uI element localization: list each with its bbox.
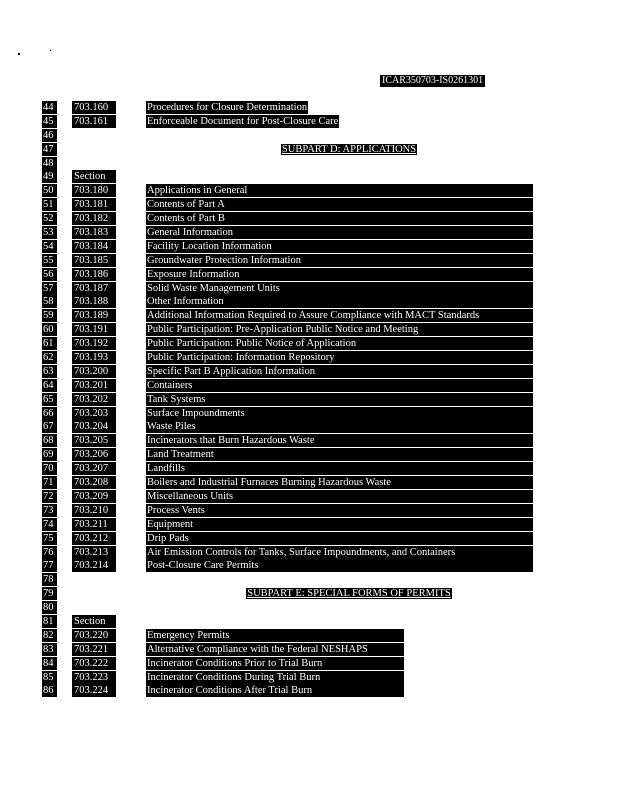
line-number: 49 xyxy=(42,170,57,183)
line-number: 81 xyxy=(42,615,57,628)
section-number: 703.213 xyxy=(72,546,116,559)
line-number: 62 xyxy=(42,351,57,364)
line-number: 50 xyxy=(42,184,57,197)
line-number: 80 xyxy=(42,601,57,614)
section-number: 703.202 xyxy=(72,393,116,406)
subpart-heading xyxy=(189,143,509,156)
line-number: 45 xyxy=(42,115,57,128)
line-number: 74 xyxy=(42,518,57,531)
section-title: Containers xyxy=(146,379,533,392)
section-number: 703.186 xyxy=(72,268,116,281)
section-number: 703.211 xyxy=(72,518,116,531)
section-number: 703.205 xyxy=(72,434,116,447)
section-title: Contents of Part B xyxy=(146,212,533,225)
line-number: 83 xyxy=(42,643,57,656)
line-number: 51 xyxy=(42,198,57,211)
line-number: 79 xyxy=(42,587,57,600)
section-number: 703.192 xyxy=(72,337,116,350)
line-number: 86 xyxy=(42,684,57,697)
section-number: 703.193 xyxy=(72,351,116,364)
line-number: 73 xyxy=(42,504,57,517)
section-title: Alternative Compliance with the Federal NESHAPS xyxy=(146,643,404,656)
section-title: General Information xyxy=(146,226,533,239)
line-number: 78 xyxy=(42,573,57,586)
line-number: 77 xyxy=(42,559,57,572)
section-number: 703.182 xyxy=(72,212,116,225)
section-number: 703.208 xyxy=(72,476,116,489)
section-title: Equipment xyxy=(146,518,533,531)
line-number: 70 xyxy=(42,462,57,475)
section-number: 703.200 xyxy=(72,365,116,378)
line-number: 61 xyxy=(42,337,57,350)
line-number: 47 xyxy=(42,143,57,156)
section-title: Process Vents xyxy=(146,504,533,517)
line-number: 57 xyxy=(42,282,57,295)
section-number: 703.203 xyxy=(72,407,116,420)
line-number: 58 xyxy=(42,295,57,308)
section-title: Incinerators that Burn Hazardous Waste xyxy=(146,434,533,447)
line-number: 54 xyxy=(42,240,57,253)
section-title: Enforceable Document for Post-Closure Care xyxy=(147,115,339,127)
section-title: Other Information xyxy=(146,295,533,308)
section-title: Incinerator Conditions Prior to Trial Burn xyxy=(146,657,404,670)
section-number: 703.214 xyxy=(72,559,116,572)
section-number: 703.189 xyxy=(72,309,116,322)
line-number: 85 xyxy=(42,671,57,684)
line-number: 69 xyxy=(42,448,57,461)
section-title: Emergency Permits xyxy=(146,629,404,642)
section-title: Specific Part B Application Information xyxy=(146,365,533,378)
section-title: Incinerator Conditions After Trial Burn xyxy=(146,684,404,697)
section-number: 703.161 xyxy=(72,115,116,128)
section-title: Post-Closure Care Permits xyxy=(146,559,533,572)
document-id: ICAR350703-IS0261301 xyxy=(382,75,484,86)
subpart-heading xyxy=(189,587,509,600)
section-number: 703.191 xyxy=(72,323,116,336)
section-number: 703.201 xyxy=(72,379,116,392)
line-number: 84 xyxy=(42,657,57,670)
section-number: 703.188 xyxy=(72,295,116,308)
section-number: Section xyxy=(72,615,116,628)
section-number: 703.206 xyxy=(72,448,116,461)
line-number: 56 xyxy=(42,268,57,281)
section-title: Drip Pads xyxy=(146,532,533,545)
section-number: 703.222 xyxy=(72,657,116,670)
line-number: 60 xyxy=(42,323,57,336)
line-number: 66 xyxy=(42,407,57,420)
section-title: Landfills xyxy=(146,462,533,475)
section-number: 703.160 xyxy=(72,101,116,114)
section-title: Solid Waste Management Units xyxy=(146,282,533,295)
section-number: 703.220 xyxy=(72,629,116,642)
section-title: Boilers and Industrial Furnaces Burning Hazardous Waste xyxy=(146,476,533,489)
section-title: Public Participation: Public Notice of Application xyxy=(146,337,533,350)
section-number: 703.185 xyxy=(72,254,116,267)
section-number: 703.207 xyxy=(72,462,116,475)
section-title: Waste Piles xyxy=(146,420,533,433)
section-title: Public Participation: Pre-Application Public Notice and Meeting xyxy=(146,323,533,336)
section-title: Additional Information Required to Assure Compliance with MACT Standards xyxy=(146,309,533,322)
section-number: 703.209 xyxy=(72,490,116,503)
section-number: 703.183 xyxy=(72,226,116,239)
subpart-heading-text: SUBPART E: SPECIAL FORMS OF PERMITS xyxy=(247,588,451,600)
line-number: 72 xyxy=(42,490,57,503)
line-number: 59 xyxy=(42,309,57,322)
section-title: Air Emission Controls for Tanks, Surface Impoundments, and Containers xyxy=(146,546,533,559)
section-title: Public Participation: Information Repository xyxy=(146,351,533,364)
section-title: Applications in General xyxy=(146,184,533,197)
line-number: 63 xyxy=(42,365,57,378)
section-title: Procedures for Closure Determination xyxy=(147,102,308,113)
line-number: 55 xyxy=(42,254,57,267)
section-number: 703.221 xyxy=(72,643,116,656)
section-number: 703.224 xyxy=(72,684,116,697)
section-title: Contents of Part A xyxy=(146,198,533,211)
section-number: 703.184 xyxy=(72,240,116,253)
section-number: 703.204 xyxy=(72,420,116,433)
line-number: 44 xyxy=(42,101,57,114)
line-number: 71 xyxy=(42,476,57,489)
line-number: 65 xyxy=(42,393,57,406)
scan-speck xyxy=(50,50,51,51)
section-number: 703.210 xyxy=(72,504,116,517)
section-title: Facility Location Information xyxy=(146,240,533,253)
section-title: Surface Impoundments xyxy=(146,407,533,420)
section-title: Tank Systems xyxy=(146,393,533,406)
line-number: 75 xyxy=(42,532,57,545)
section-title: Exposure Information xyxy=(146,268,533,281)
line-number: 46 xyxy=(42,129,57,142)
section-number: 703.223 xyxy=(72,671,116,684)
section-number: 703.181 xyxy=(72,198,116,211)
line-number: 48 xyxy=(42,157,57,170)
line-number: 76 xyxy=(42,546,57,559)
line-number: 82 xyxy=(42,629,57,642)
line-number: 67 xyxy=(42,420,57,433)
section-number: 703.180 xyxy=(72,184,116,197)
section-number: Section xyxy=(72,170,116,183)
section-title: Land Treatment xyxy=(146,448,533,461)
line-number: 52 xyxy=(42,212,57,225)
line-number: 53 xyxy=(42,226,57,239)
section-number: 703.187 xyxy=(72,282,116,295)
section-number: 703.212 xyxy=(72,532,116,545)
section-title: Groundwater Protection Information xyxy=(146,254,533,267)
line-number: 64 xyxy=(42,379,57,392)
subpart-heading-text: SUBPART D: APPLICATIONS xyxy=(281,143,417,155)
section-title: Incinerator Conditions During Trial Burn xyxy=(146,671,404,684)
scan-speck xyxy=(18,53,20,55)
line-number: 68 xyxy=(42,434,57,447)
section-title: Miscellaneous Units xyxy=(146,490,533,503)
